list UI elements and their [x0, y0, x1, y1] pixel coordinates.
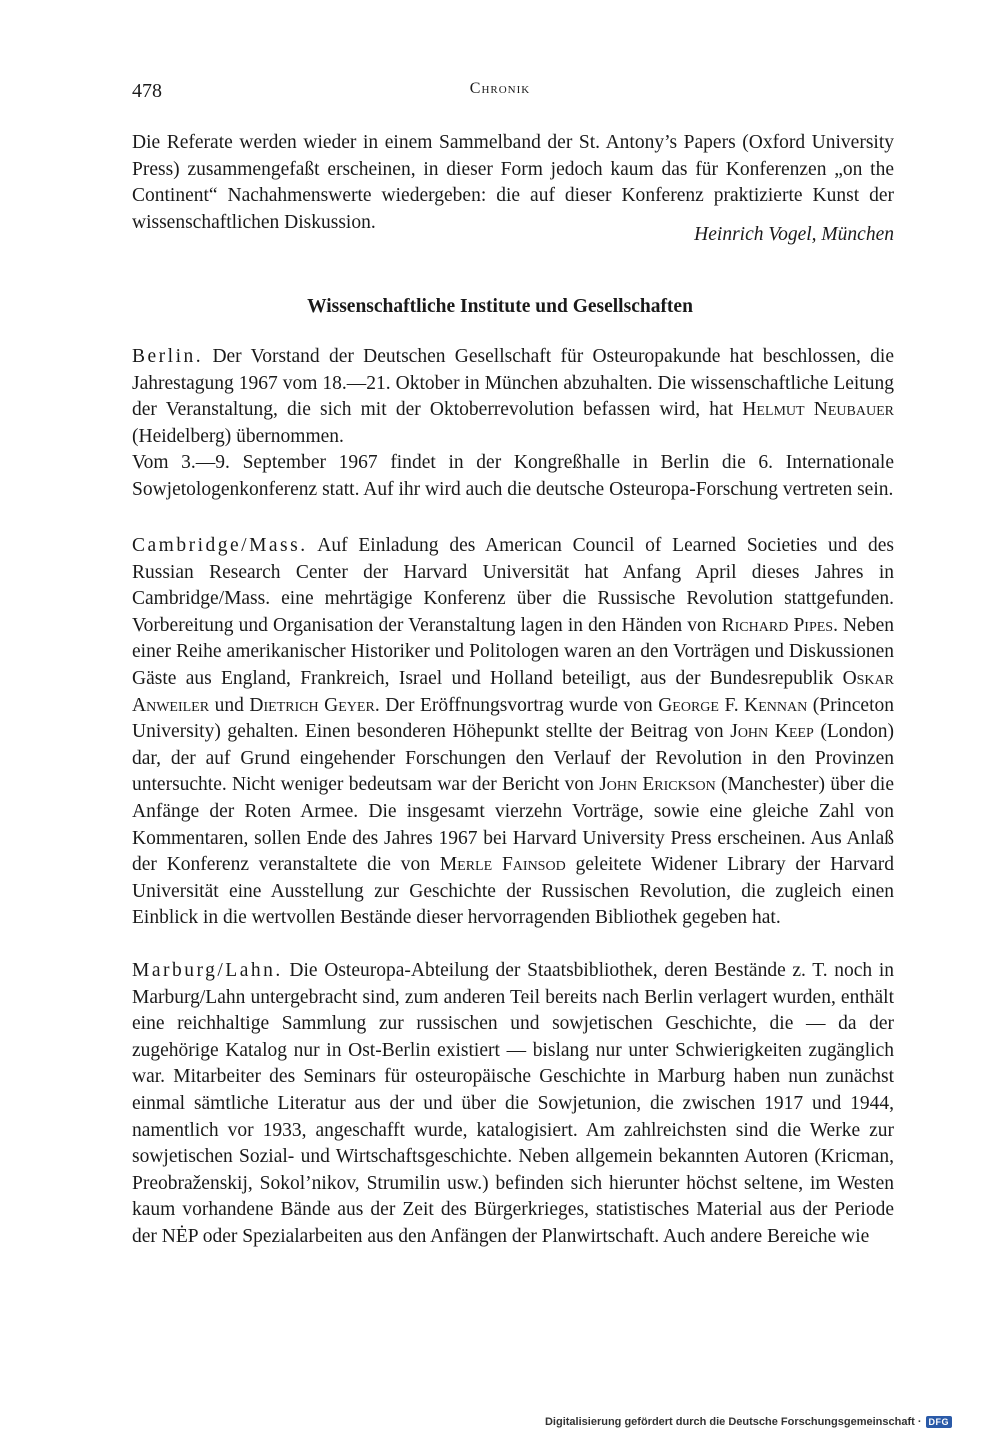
person-name: John Keep [730, 721, 814, 743]
berlin-text-b: (Heidelberg) übernommen. [132, 425, 344, 447]
berlin-entry [132, 344, 894, 504]
person-name: Merle Fainsod [439, 854, 566, 876]
page-number: 478 [132, 80, 162, 102]
marburg-text: Die Osteuropa-Abteilung der Staatsbibliothek, deren Bestände z. T. noch in Marburg/Lahn untergebracht sind, zum anderen Teil bereits nach Berlin verlagert wurden, enthält eine reichhaltige Sammlung zur russischen und sowjetischen Geschichte, die — da der zugehörige Katalog nur in Ost-Berlin existiert — bislang nur unter Schwierigkeiten zugänglich war. Mitarbeiter des Seminars für osteuropäische Geschichte in Marburg haben nun zunächst einmal sämtliche Literatur aus der und über die Sowjetunion, die zwischen 1917 und 1944, namentlich vor 1933, angeschafft wurde, katalogisiert. Am zahlreichsten sind die Werke zur sowjetischen Sozial- und Wirtschaftsgeschichte. Neben allgemein bekannten Autoren (Kricman, Preobraženskij, Sokol’nikov, Strumilin usw.) befinden sich hierunter höchst seltene, im Westen kaum vorhandene Bände aus der Zeit des Bürgerkrieges, statistisches Material aus der Periode der NĖP oder Spezialarbeiten aus den Anfängen der Planwirtschaft. Auch andere Bereiche wie [132, 960, 894, 1247]
place-name-marburg: Marburg/Lahn. [132, 960, 283, 981]
cambridge-paragraph [132, 533, 894, 932]
person-name: Richard Pipes [721, 614, 834, 636]
section-heading: Wissenschaftliche Institute und Gesellschaften [307, 296, 693, 317]
person-name: Oskar Anweiler [132, 667, 894, 716]
digitization-footer [545, 1416, 952, 1428]
berlin-paragraph-2: Vom 3.—9. September 1967 findet in der Kongreßhalle in Berlin die 6. Internationale Sowjetologenkonferenz statt. Auf ihr wird auch die deutsche Osteuropa-Forschung vertreten sein. [132, 452, 894, 500]
marburg-paragraph [132, 958, 894, 1251]
person-name: John Erickson [599, 774, 716, 796]
intro-paragraph [132, 130, 894, 236]
cambridge-text: (London) dar, der auf Grund eingehender Forschungen den Verlauf der Revolution in den Provinzen untersuchte. Nicht weniger bedeutsam war der Bericht von [132, 721, 894, 796]
person-name: Helmut Neubauer [742, 399, 894, 421]
cambridge-entry [132, 533, 894, 932]
place-name-berlin: Berlin. [132, 346, 204, 367]
footer-text: Digitalisierung gefördert durch die Deutsche Forschungsgemeinschaft · [544, 1416, 922, 1428]
dfg-logo-icon: DFG [926, 1416, 953, 1428]
place-name-cambridge: Cambridge/Mass. [132, 535, 308, 556]
cambridge-text: geleitete Widener Library der Harvard Universität eine Ausstellung zur Geschichte der Russischen Revolution, die zugleich einen Einblick in die wertvollen Bestände dieser hervorragenden Bibliothek gegeben hat. [132, 854, 894, 929]
cambridge-text: (Princeton University) gehalten. Einen besonderen Höhepunkt stellte der Beitrag von [132, 694, 894, 743]
running-head: Chronik [469, 80, 531, 97]
cambridge-text: Auf Einladung des American Council of Learned Societies und des Russian Research Center der Harvard Universität hat Anfang April dieses Jahres in Cambridge/Mass. eine mehrtägige Konferenz über die Russische Revolution stattgefunden. Vorbereitung und Organisation der Veranstaltung lagen in den Händen von [132, 535, 894, 636]
author-signature: Heinrich Vogel, München [694, 224, 894, 245]
cambridge-text: (Manchester) über die Anfänge der Roten Armee. Die insgesamt vierzehn Vorträge, sowie eine gleiche Zahl von Kommentaren, sollen Ende des Jahres 1967 bei Harvard University Press erscheinen. Aus Anlaß der Konferenz veranstaltete die von [132, 774, 894, 876]
cambridge-text: . Der Eröffnungsvortrag wurde von [374, 694, 659, 716]
cambridge-text: und [209, 694, 250, 716]
person-name: Dietrich Geyer [249, 694, 375, 716]
intro-text: Die Referate werden wieder in einem Sammelband der St. Antony’s Papers (Oxford University Press) zusammengefaßt erscheinen, in dieser Form jedoch kaum das für Konferenzen „on the Continent“ Nachahmenswerte wiedergeben: die auf dieser Konferenz praktizierte Kunst der wissenschaftlichen Diskussion. [132, 132, 894, 233]
person-name: George F. Kennan [658, 694, 808, 716]
berlin-text-a: Der Vorstand der Deutschen Gesellschaft für Osteuropakunde hat beschlossen, die Jahrestagung 1967 vom 18.—21. Oktober in München abzuhalten. Die wissenschaftliche Leitung der Veranstaltung, die sich mit der Oktoberrevolution befassen wird, hat [132, 346, 894, 421]
berlin-paragraph-1 [132, 344, 894, 450]
marburg-entry [132, 958, 894, 1251]
cambridge-text: . Neben einer Reihe amerikanischer Historiker und Politologen waren an den Vorträgen und Diskussionen Gäste aus England, Frankreich, Israel und Holland beteiligt, aus der Bundesrepublik [132, 614, 894, 689]
